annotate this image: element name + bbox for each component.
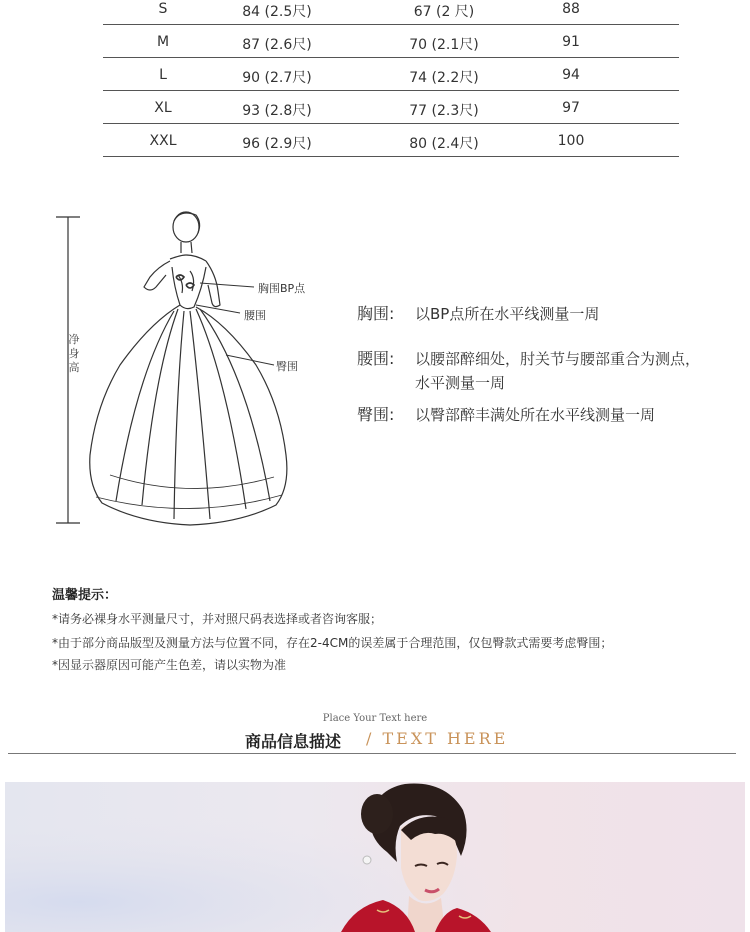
note-text: 以腰部醉细处，肘关节与腰部重合为测点，水平测量一周 bbox=[415, 350, 701, 392]
hip-cell: 88 bbox=[562, 1, 580, 17]
note-bust bbox=[357, 302, 717, 326]
hip-cell: 94 bbox=[562, 67, 580, 83]
note-term: 臀围: bbox=[357, 405, 395, 424]
section-title: 商品信息描述 bbox=[245, 732, 342, 751]
tips-title: 温馨提示： bbox=[52, 588, 118, 603]
hip-cell: 97 bbox=[562, 100, 580, 116]
waist-cell: 67 (2 尺) bbox=[413, 4, 475, 20]
hip-label: 臀围 bbox=[276, 360, 298, 373]
waist-label: 腰围 bbox=[244, 309, 266, 322]
size-cell: XL bbox=[154, 100, 172, 116]
note-waist bbox=[357, 347, 717, 395]
size-cell: S bbox=[158, 1, 168, 17]
height-label: 净身高 bbox=[68, 333, 80, 374]
tip-line: *由于部分商品版型及测量方法与位置不同，存在2-4CM的误差属于合理范围，仅包臀款式需要考虑臀围； bbox=[52, 636, 613, 650]
bust-cell: 87 (2.6尺) bbox=[242, 37, 312, 53]
waist-cell: 70 (2.1尺) bbox=[409, 37, 479, 53]
note-term: 胸围: bbox=[357, 304, 395, 323]
size-table bbox=[103, 0, 679, 157]
bust-cell: 84 (2.5尺) bbox=[242, 4, 312, 20]
product-photo bbox=[5, 782, 745, 932]
size-cell: L bbox=[159, 67, 167, 83]
note-text: 以BP点所在水平线测量一周 bbox=[415, 305, 600, 323]
note-hip bbox=[357, 403, 717, 427]
table-row bbox=[103, 91, 679, 124]
section-subtitle: Place Your Text here bbox=[322, 713, 428, 724]
dress-illustration bbox=[50, 205, 350, 540]
waist-cell: 77 (2.3尺) bbox=[409, 103, 479, 119]
note-text: 以臀部醉丰满处所在水平线测量一周 bbox=[415, 406, 656, 424]
table-row bbox=[103, 25, 679, 58]
bust-cell: 90 (2.7尺) bbox=[242, 70, 312, 86]
section-divider bbox=[8, 753, 736, 754]
size-cell: M bbox=[156, 34, 170, 50]
table-row bbox=[103, 0, 679, 25]
bust-cell: 93 (2.8尺) bbox=[242, 103, 312, 119]
bust-cell: 96 (2.9尺) bbox=[242, 136, 312, 152]
tip-line: *请务必裸身水平测量尺寸，并对照尺码表选择或者咨询客服； bbox=[52, 612, 383, 626]
note-term: 腰围: bbox=[357, 349, 395, 368]
table-row bbox=[103, 58, 679, 91]
hip-cell: 100 bbox=[557, 133, 585, 149]
section-title-en: / TEXT HERE bbox=[366, 729, 509, 748]
model-photo-graphic bbox=[5, 782, 745, 932]
size-cell: XXL bbox=[149, 133, 177, 149]
waist-cell: 80 (2.4尺) bbox=[409, 136, 479, 152]
waist-cell: 74 (2.2尺) bbox=[409, 70, 479, 86]
hip-cell: 91 bbox=[562, 34, 580, 50]
bust-bp-label: 胸围BP点 bbox=[258, 282, 306, 295]
tip-line: *因显示器原因可能产生色差，请以实物为准 bbox=[52, 658, 287, 672]
table-row bbox=[103, 124, 679, 157]
